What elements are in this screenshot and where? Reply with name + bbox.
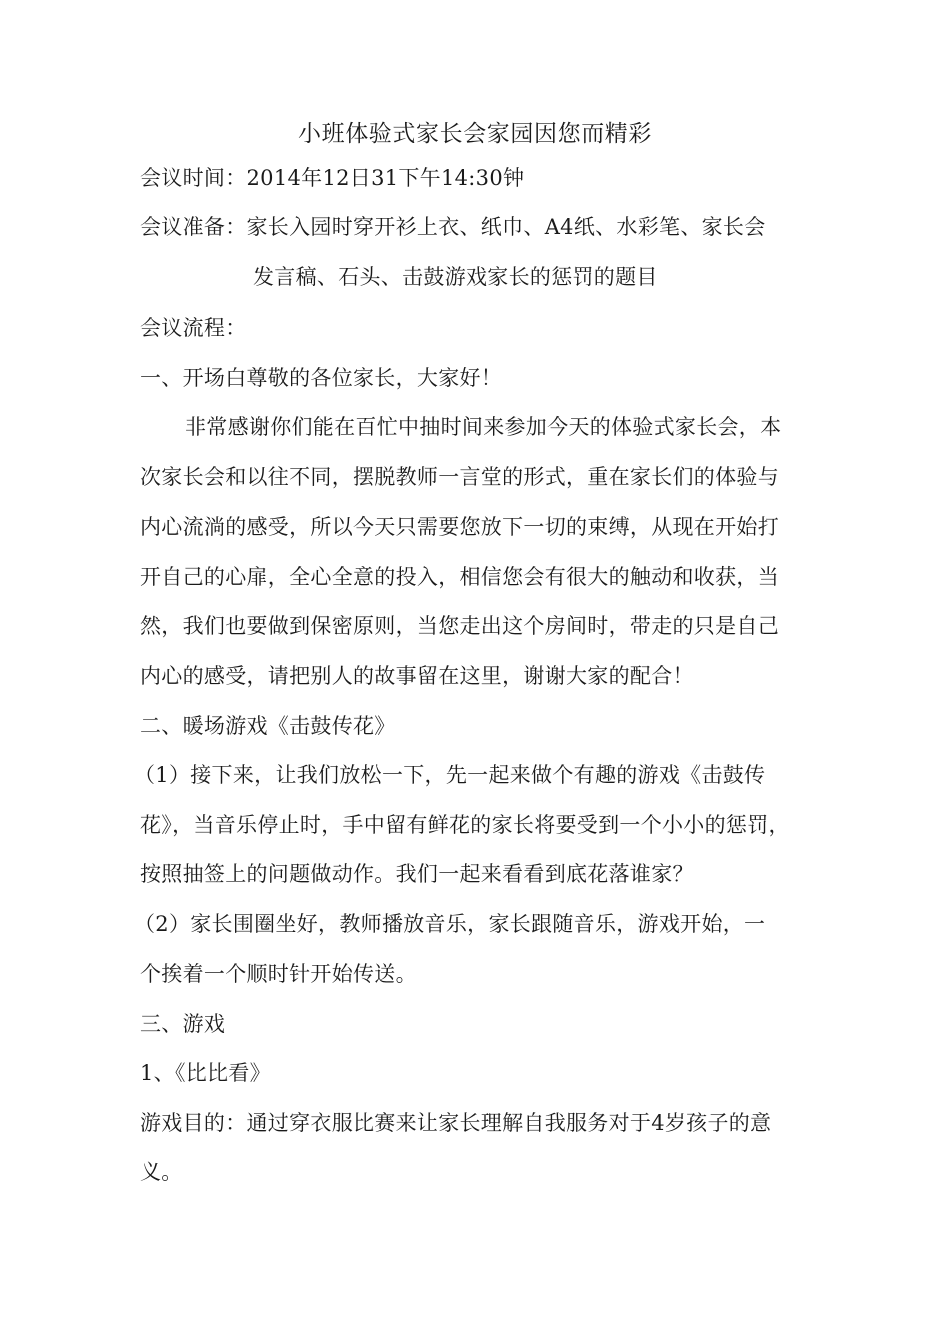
paragraph-line: 内心流淌的感受，所以今天只需要您放下一切的束缚，从现在开始打 xyxy=(140,515,779,539)
section-3-heading: 三、游戏 xyxy=(140,1012,226,1036)
game-1-heading: 1、《比比看》 xyxy=(140,1061,271,1085)
paragraph-line: 次家长会和以往不同，摆脱教师一言堂的形式，重在家长们的体验与 xyxy=(140,465,779,489)
game-1-goal-line: 义。 xyxy=(140,1160,183,1184)
item-1-line: 花》，当音乐停止时，手中留有鲜花的家长将要受到一个小小的惩罚， xyxy=(140,813,790,837)
section-1-heading: 一、开场白尊敬的各位家长，大家好！ xyxy=(140,366,503,390)
meeting-prep-line-2: 发言稿、石头、击鼓游戏家长的惩罚的题目 xyxy=(253,265,658,289)
paragraph-line: 非常感谢你们能在百忙中抽时间来参加今天的体验式家长会，本 xyxy=(185,415,782,439)
paragraph-line: 内心的感受，请把别人的故事留在这里，谢谢大家的配合！ xyxy=(140,664,694,688)
meeting-process-label: 会议流程： xyxy=(140,316,247,340)
meeting-time: 会议时间：2014年12日31下午14:30钟 xyxy=(140,166,525,190)
meeting-prep-line-1: 会议准备：家长入园时穿开衫上衣、纸巾、A4纸、水彩笔、家长会 xyxy=(140,215,766,239)
paragraph-line: 然，我们也要做到保密原则，当您走出这个房间时，带走的只是自己 xyxy=(140,614,779,638)
item-1-line: （1）接下来，让我们放松一下，先一起来做个有趣的游戏《击鼓传 xyxy=(134,763,766,787)
item-2-line: 个挨着一个顺时针开始传送。 xyxy=(140,962,417,986)
item-1-line: 按照抽签上的问题做动作。我们一起来看看到底花落谁家？ xyxy=(140,862,694,886)
document-title: 小班体验式家长会家园因您而精彩 xyxy=(298,121,652,147)
game-1-goal-line: 游戏目的：通过穿衣服比赛来让家长理解自我服务对于4岁孩子的意 xyxy=(140,1111,772,1135)
section-2-heading: 二、暖场游戏《击鼓传花》 xyxy=(140,714,396,738)
item-2-line: （2）家长围圈坐好，教师播放音乐，家长跟随音乐，游戏开始，一 xyxy=(134,912,766,936)
paragraph-line: 开自己的心扉，全心全意的投入，相信您会有很大的触动和收获，当 xyxy=(140,565,779,589)
